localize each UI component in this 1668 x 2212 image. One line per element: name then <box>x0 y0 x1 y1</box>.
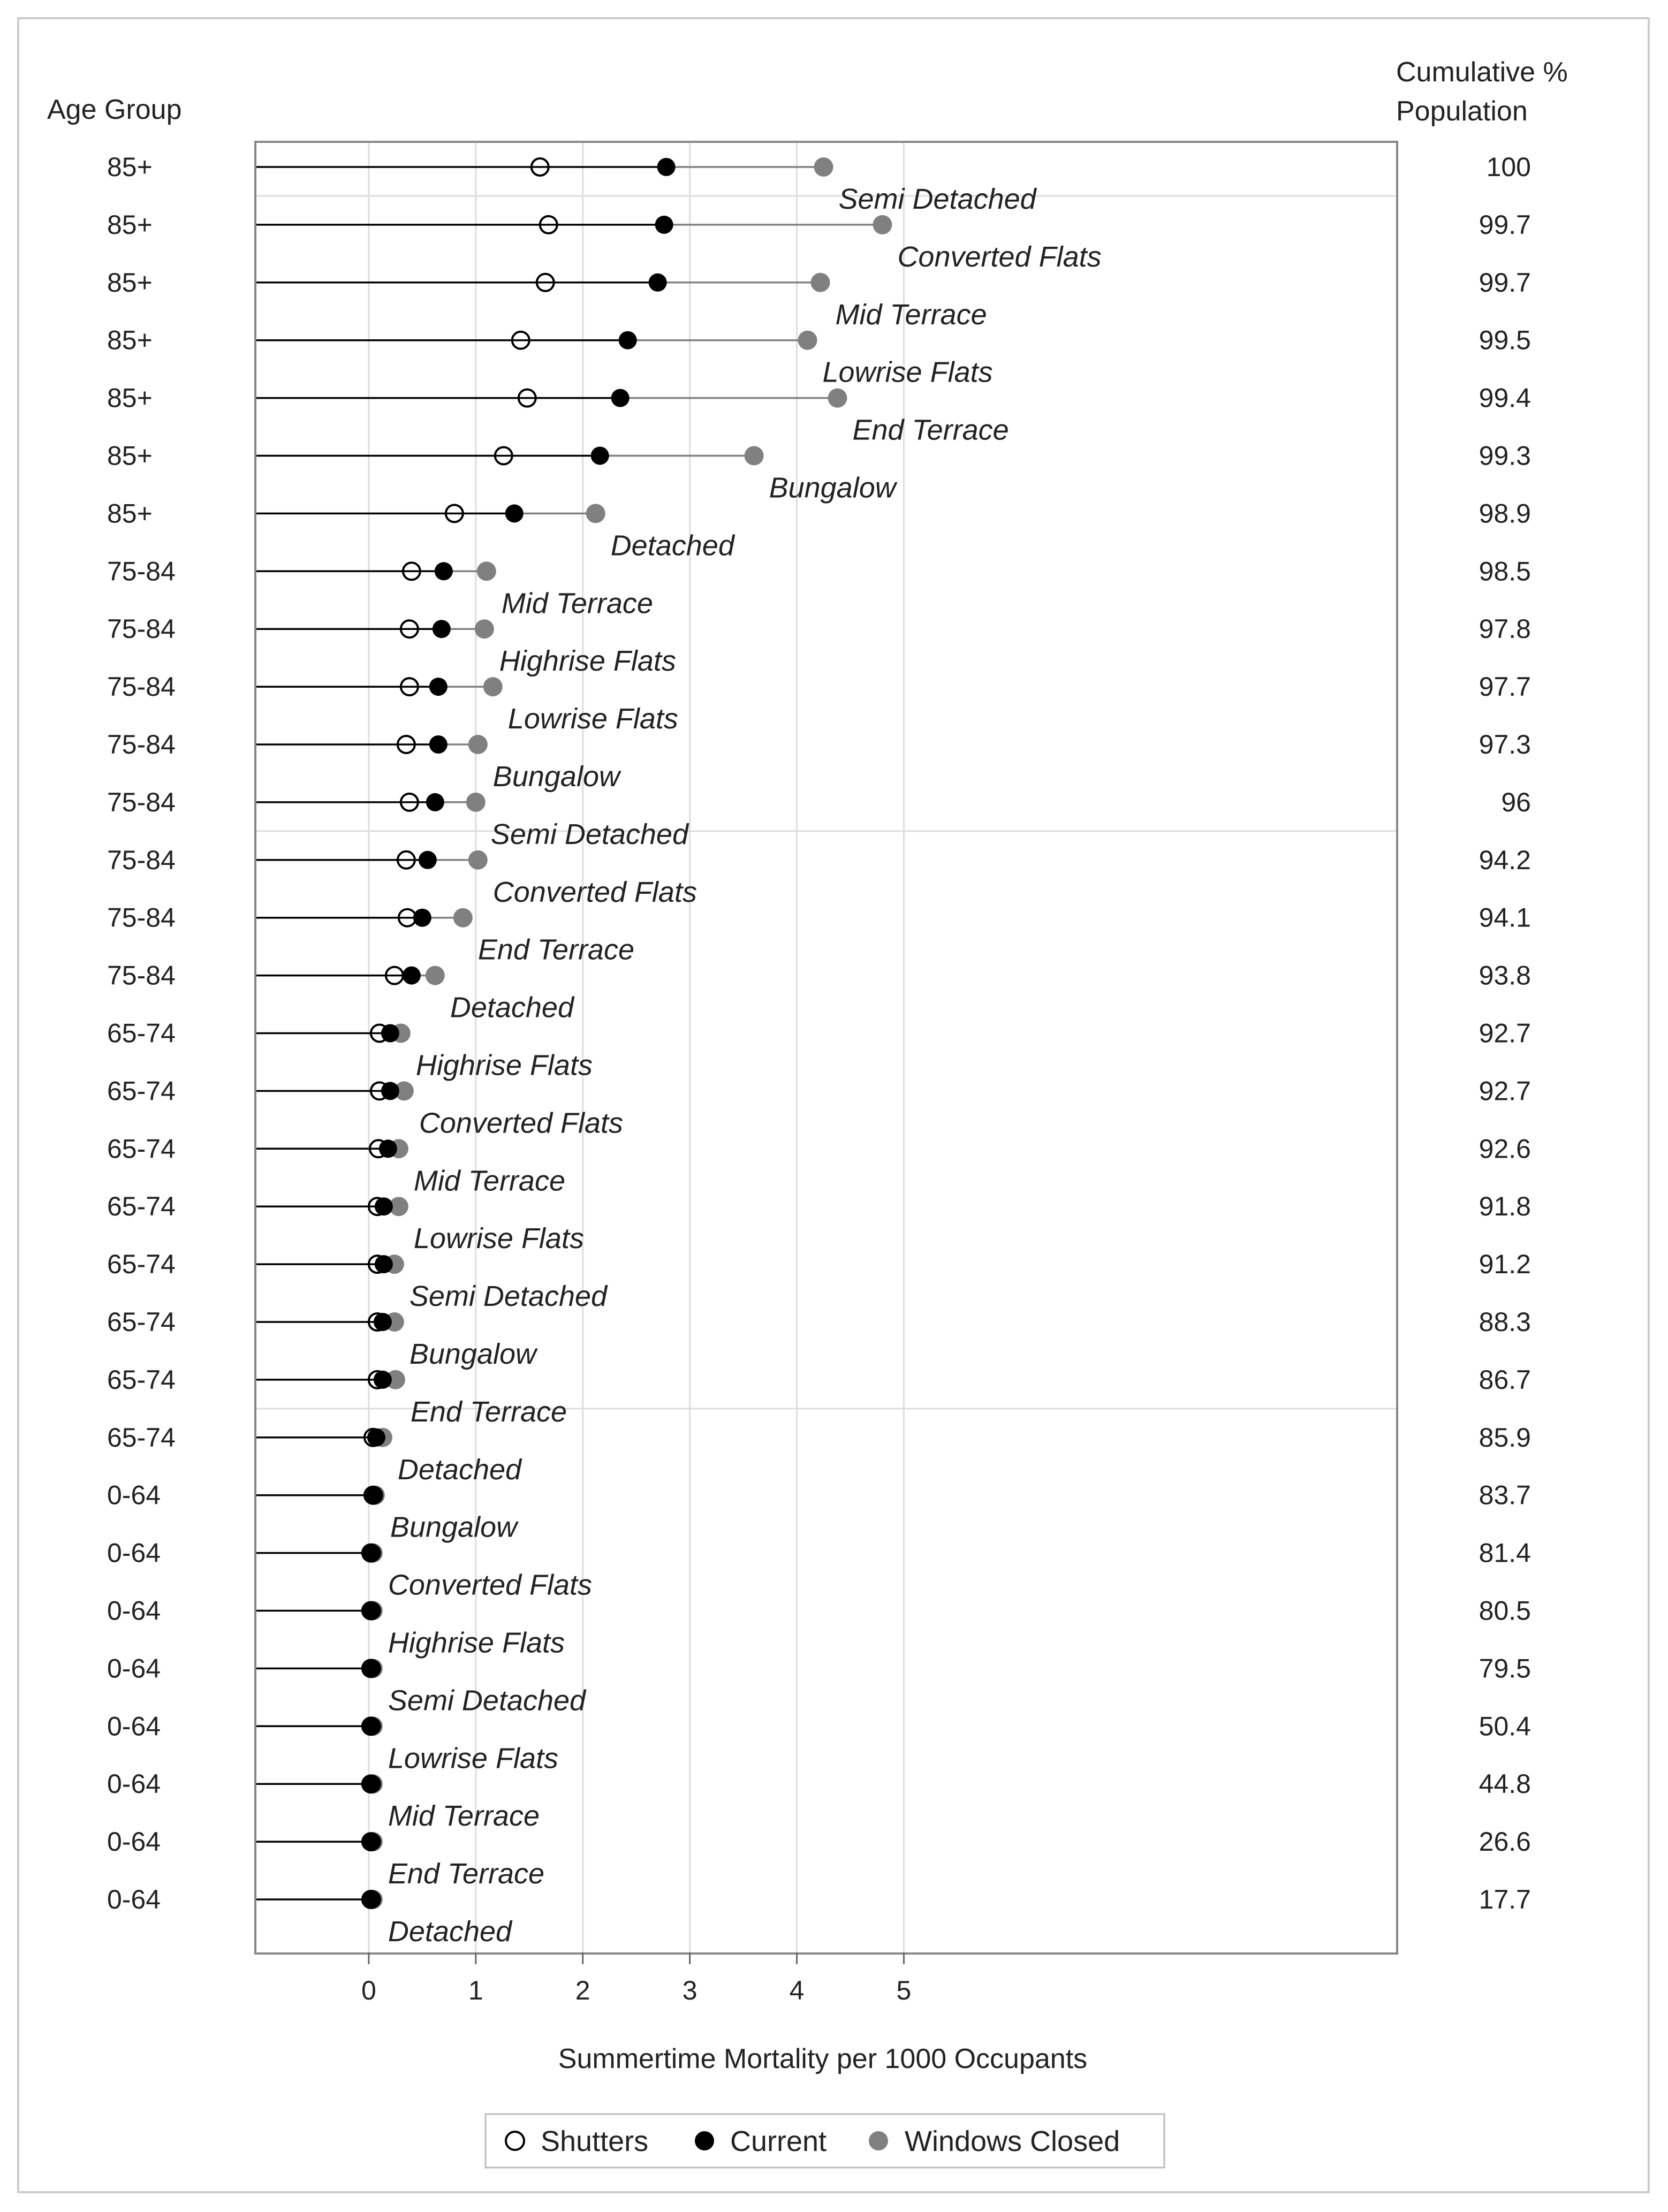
age-group-label: 65-74 <box>107 1249 176 1280</box>
age-group-label: 0-64 <box>107 1769 161 1799</box>
cumulative-pct-label: 99.5 <box>1479 325 1531 355</box>
age-group-label: 0-64 <box>107 1480 161 1510</box>
age-group-label: 75-84 <box>107 845 176 875</box>
dwelling-label: Detached <box>450 991 574 1024</box>
dwelling-label: Lowrise Flats <box>413 1222 584 1255</box>
current-point <box>657 158 676 176</box>
dwelling-label: Highrise Flats <box>415 1049 593 1082</box>
cumulative-pct-label: 97.7 <box>1479 672 1531 702</box>
dwelling-label: Bungalow <box>769 472 896 504</box>
age-group-label: 65-74 <box>107 1307 176 1337</box>
dwelling-label: End Terrace <box>388 1858 545 1890</box>
chart-row <box>107 1249 1531 1312</box>
dwelling-label: Lowrise Flats <box>507 703 678 735</box>
age-group-label: 65-74 <box>107 1191 176 1222</box>
current-point <box>433 620 451 638</box>
x-tick-label-2: 2 <box>575 1975 590 2005</box>
right-header-line-2: Population <box>1396 96 1528 127</box>
windows-closed-point <box>468 850 488 870</box>
chart-row <box>107 729 1531 793</box>
age-group-label: 85+ <box>107 440 153 471</box>
cumulative-pct-label: 80.5 <box>1479 1595 1531 1626</box>
cumulative-pct-label: 98.5 <box>1479 556 1531 587</box>
left-header: Age Group <box>47 94 182 125</box>
chart-row <box>107 1365 1531 1428</box>
current-point <box>429 678 448 696</box>
age-group-label: 0-64 <box>107 1595 161 1626</box>
x-tick-label-1: 1 <box>468 1975 483 2005</box>
legend-marker-windows-closed <box>869 2131 888 2150</box>
dwelling-label: Detached <box>397 1453 522 1486</box>
x-tick-label-3: 3 <box>682 1975 697 2005</box>
dwelling-label: Mid Terrace <box>413 1165 565 1197</box>
age-group-label: 0-64 <box>107 1653 161 1684</box>
cumulative-pct-label: 97.3 <box>1479 729 1531 759</box>
windows-closed-point <box>453 908 473 928</box>
chart-row <box>107 1423 1531 1486</box>
cumulative-pct-label: 98.9 <box>1479 498 1531 529</box>
current-point <box>435 562 453 580</box>
cumulative-pct-label: 100 <box>1486 152 1531 182</box>
dwelling-label: Detached <box>610 529 734 562</box>
age-group-label: 0-64 <box>107 1827 161 1857</box>
dwelling-label: Semi Detached <box>388 1684 586 1717</box>
cumulative-pct-label: 99.4 <box>1479 383 1531 413</box>
age-group-label: 0-64 <box>107 1711 161 1742</box>
chart-row <box>107 787 1531 850</box>
dwelling-label: Lowrise Flats <box>388 1742 558 1775</box>
age-group-label: 65-74 <box>107 1018 176 1048</box>
dwelling-label: End Terrace <box>477 933 635 966</box>
dwelling-label: Converted Flats <box>897 240 1102 273</box>
windows-closed-point <box>475 619 494 638</box>
age-group-label: 75-84 <box>107 960 176 991</box>
age-group-label: 75-84 <box>107 902 176 933</box>
windows-closed-point <box>466 793 486 812</box>
dwelling-label: Semi Detached <box>838 183 1036 215</box>
cumulative-pct-label: 92.6 <box>1479 1134 1531 1164</box>
cumulative-pct-label: 44.8 <box>1479 1769 1531 1799</box>
dwelling-label: Mid Terrace <box>388 1800 540 1833</box>
cumulative-pct-label: 99.7 <box>1479 209 1531 240</box>
dwelling-label: Highrise Flats <box>499 645 676 678</box>
x-tick-label-4: 4 <box>789 1975 805 2005</box>
chart-row <box>107 152 1531 215</box>
age-group-label: 75-84 <box>107 787 176 817</box>
cumulative-pct-label: 94.2 <box>1479 845 1531 875</box>
legend <box>486 2114 1164 2168</box>
current-point <box>429 735 448 754</box>
dwelling-label: Converted Flats <box>419 1107 624 1139</box>
cumulative-pct-label: 93.8 <box>1479 960 1531 991</box>
cumulative-pct-label: 79.5 <box>1479 1653 1531 1684</box>
current-point <box>655 216 673 234</box>
windows-closed-point <box>426 966 445 985</box>
chart-row <box>107 1307 1531 1370</box>
legend-marker-current <box>695 2131 714 2150</box>
dwelling-label: Mid Terrace <box>835 298 987 331</box>
dwelling-label: Converted Flats <box>388 1569 593 1601</box>
current-point <box>419 851 437 869</box>
dwelling-label: Converted Flats <box>492 876 697 908</box>
cumulative-pct-label: 26.6 <box>1479 1827 1531 1857</box>
x-tick-label-0: 0 <box>361 1975 376 2005</box>
cumulative-pct-label: 83.7 <box>1479 1480 1531 1510</box>
windows-closed-point <box>477 561 496 581</box>
windows-closed-point <box>814 157 833 177</box>
current-point <box>619 331 637 349</box>
current-point <box>611 389 630 407</box>
current-point <box>403 967 421 985</box>
age-group-label: 75-84 <box>107 729 176 759</box>
x-tick-label-5: 5 <box>896 1975 912 2005</box>
cumulative-pct-label: 81.4 <box>1479 1538 1531 1568</box>
age-group-label: 0-64 <box>107 1538 161 1568</box>
current-point <box>426 793 444 811</box>
windows-closed-point <box>586 504 605 523</box>
chart-row <box>107 1480 1531 1544</box>
chart-row <box>107 498 1531 561</box>
age-group-label: 85+ <box>107 383 153 413</box>
cumulative-pct-label: 85.9 <box>1479 1422 1531 1453</box>
age-group-label: 75-84 <box>107 556 176 587</box>
age-group-label: 65-74 <box>107 1134 176 1164</box>
chart-row <box>107 325 1531 389</box>
cumulative-pct-label: 99.7 <box>1479 267 1531 298</box>
chart-row <box>107 1827 1531 1890</box>
current-point <box>591 447 609 465</box>
dwelling-label: Lowrise Flats <box>822 356 993 389</box>
chart-row <box>107 1653 1531 1716</box>
cumulative-pct-label: 91.2 <box>1479 1249 1531 1280</box>
dwelling-label: End Terrace <box>852 414 1009 446</box>
age-group-label: 85+ <box>107 209 153 240</box>
age-group-label: 85+ <box>107 152 153 182</box>
chart-row <box>107 1018 1531 1082</box>
cumulative-pct-label: 92.7 <box>1479 1076 1531 1106</box>
chart-row <box>107 1884 1531 1948</box>
right-header-line-1: Cumulative % <box>1396 57 1568 88</box>
cumulative-pct-label: 92.7 <box>1479 1018 1531 1048</box>
chart-row <box>107 210 1531 273</box>
age-group-label: 65-74 <box>107 1422 176 1453</box>
chart-row <box>107 441 1531 504</box>
dwelling-label: Bungalow <box>492 761 620 793</box>
x-axis-ticks <box>361 1952 911 2005</box>
legend-label-current: Current <box>730 2125 827 2157</box>
windows-closed-point <box>468 735 488 754</box>
chart-row <box>107 1769 1531 1832</box>
chart-row <box>107 1076 1531 1139</box>
cumulative-pct-label: 94.1 <box>1479 902 1531 933</box>
legend-marker-shutters <box>506 2132 524 2150</box>
cumulative-pct-label: 50.4 <box>1479 1711 1531 1742</box>
age-group-label: 85+ <box>107 267 153 298</box>
chart-row <box>107 1191 1531 1255</box>
chart-row <box>107 961 1531 1024</box>
cumulative-pct-label: 96 <box>1501 787 1531 817</box>
legend-label-shutters: Shutters <box>541 2125 649 2157</box>
dwelling-label: Semi Detached <box>490 818 689 850</box>
current-point <box>505 504 524 522</box>
cumulative-pct-label: 88.3 <box>1479 1307 1531 1337</box>
chart-row <box>107 1711 1531 1774</box>
cumulative-pct-label: 91.8 <box>1479 1191 1531 1222</box>
age-group-label: 75-84 <box>107 672 176 702</box>
dwelling-label: Mid Terrace <box>501 587 653 620</box>
cumulative-pct-label: 99.3 <box>1479 440 1531 471</box>
chart-row <box>107 1134 1531 1197</box>
chart-rows <box>107 152 1531 1948</box>
chart-row <box>107 383 1531 446</box>
windows-closed-point <box>811 273 830 292</box>
legend-label-windows-closed: Windows Closed <box>905 2125 1120 2157</box>
cumulative-pct-label: 86.7 <box>1479 1364 1531 1395</box>
dwelling-label: Detached <box>388 1915 512 1948</box>
windows-closed-point <box>745 446 764 466</box>
dwelling-label: Bungalow <box>409 1338 537 1370</box>
cumulative-pct-label: 97.8 <box>1479 614 1531 644</box>
chart-row <box>107 672 1531 735</box>
chart-row <box>107 903 1531 966</box>
chart-row <box>107 614 1531 677</box>
chart-row <box>107 556 1531 619</box>
x-axis-label: Summertime Mortality per 1000 Occupants <box>558 2043 1088 2074</box>
dwelling-label: End Terrace <box>410 1395 567 1428</box>
age-group-label: 85+ <box>107 498 153 529</box>
chart-row <box>107 268 1531 331</box>
dwelling-label: Highrise Flats <box>388 1626 565 1659</box>
plot-area-border <box>255 142 1397 1953</box>
dwelling-label: Bungalow <box>390 1511 518 1544</box>
age-group-label: 65-74 <box>107 1076 176 1106</box>
chart-row <box>107 845 1531 908</box>
dwelling-label: Semi Detached <box>409 1280 608 1313</box>
age-group-label: 0-64 <box>107 1884 161 1914</box>
age-group-label: 65-74 <box>107 1364 176 1395</box>
cumulative-pct-label: 17.7 <box>1479 1884 1531 1914</box>
grid-layer <box>369 143 904 1952</box>
chart-row <box>107 1596 1531 1659</box>
windows-closed-point <box>828 389 847 408</box>
windows-closed-point <box>873 215 892 234</box>
chart-row <box>107 1538 1531 1601</box>
windows-closed-point <box>483 677 503 696</box>
age-group-label: 75-84 <box>107 614 176 644</box>
windows-closed-point <box>798 331 817 350</box>
age-group-label: 85+ <box>107 325 153 355</box>
current-point <box>649 273 667 292</box>
